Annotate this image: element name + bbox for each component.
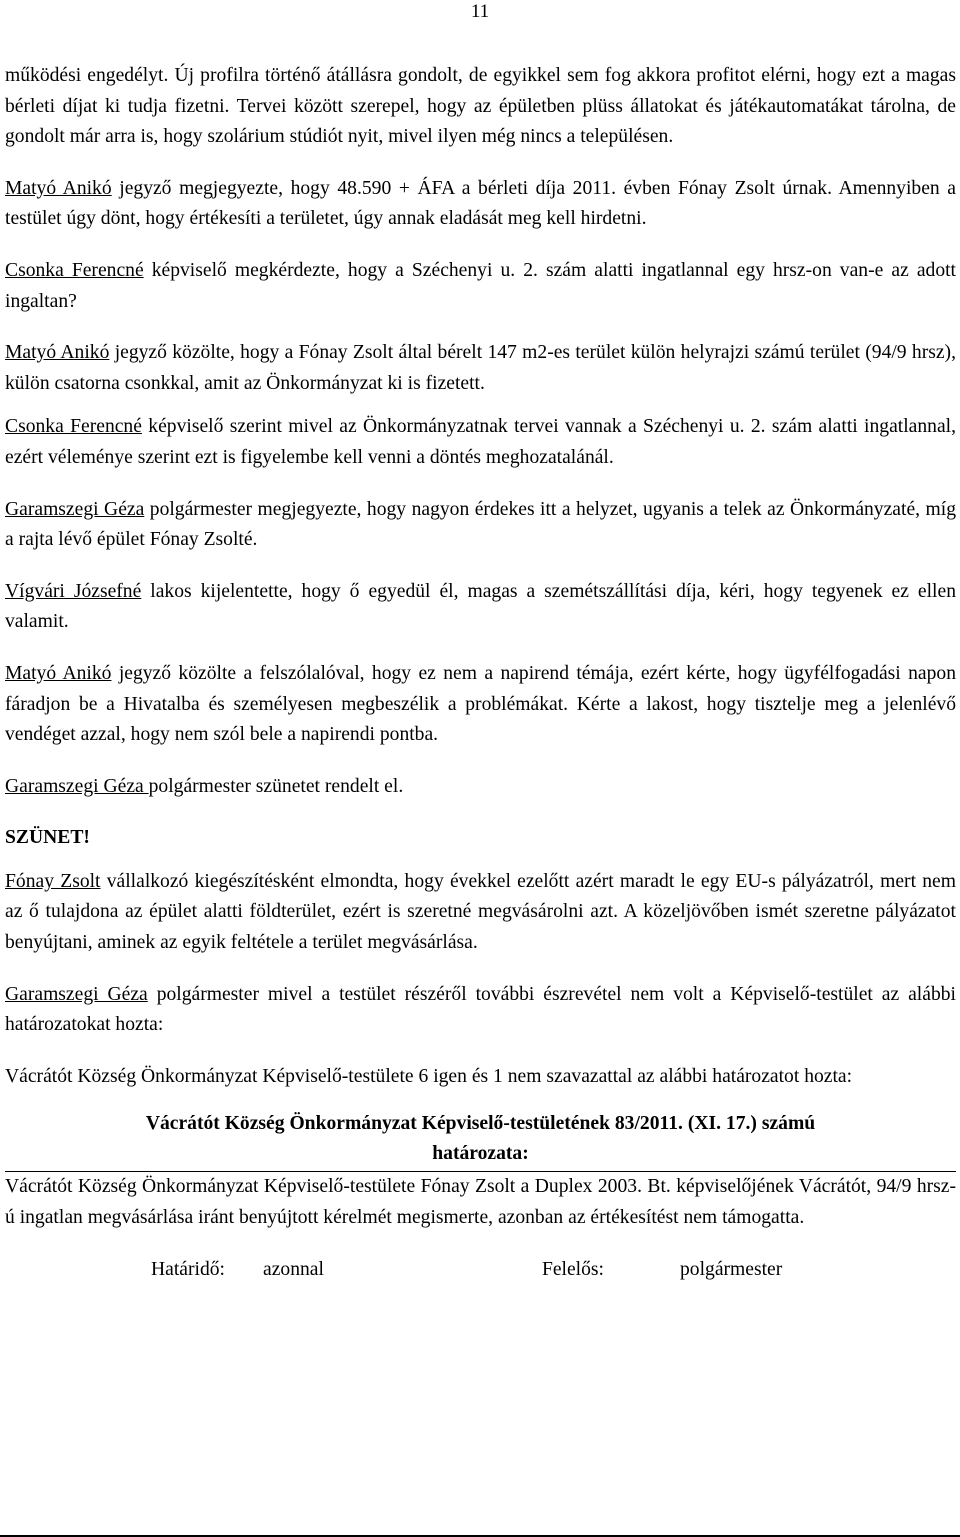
paragraph-mayor-decisions bbox=[5, 980, 956, 1041]
document-body bbox=[5, 61, 956, 1285]
paragraph-text: polgármester mivel a testület részéről további észrevétel nem volt a Képviselő-testület az alábbi határozatokat hozta: bbox=[5, 983, 956, 1036]
paragraph-text: képviselő szerint mivel az Önkormányzatnak tervei vannak a Széchenyi u. 2. szám alatti ingatlannal, ezért véleménye szerint ezt is figyelembe kell venni a döntés meghozatalánál. bbox=[5, 416, 956, 468]
decision-body: Vácrátót Község Önkormányzat Képviselő-testülete Fónay Zsolt a Duplex 2003. Bt. képviselőjének Vácrátót, 94/9 hrsz-ú ingatlan megvásárlása iránt benyújtott kérelmét megismerte, azonban az értékesítést nem támogatta. bbox=[5, 1176, 956, 1229]
speaker-name: Garamszegi Géza bbox=[5, 983, 148, 1005]
speaker-name: Garamszegi Géza bbox=[5, 775, 149, 797]
decision-title-line: Vácrátót Község Önkormányzat Képviselő-testületének 83/2011. (XI. 17.) számú bbox=[145, 1113, 816, 1135]
speaker-name: Fónay Zsolt bbox=[5, 870, 101, 892]
page-number: 11 bbox=[470, 1, 490, 22]
deadline-label: Határidő: bbox=[151, 1258, 225, 1280]
signature-row bbox=[5, 1255, 956, 1286]
speaker-name: Csonka Ferencné bbox=[5, 259, 144, 281]
paragraph-text: polgármester szünetet rendelt el. bbox=[148, 775, 404, 797]
paragraph-text: lakos kijelentette, hogy ő egyedül él, magas a szemétszállítási díja, kéri, hogy tegyenek ez ellen valamit. bbox=[5, 580, 956, 633]
paragraph-text: jegyző közölte a felszólalóval, hogy ez nem a napirend témája, ezért kérte, hogy ügyfélfogadási napon fáradjon be a Hivatalba és személyesen megbeszélik a problémákat. Kérte a lakost, hogy tisztelje meg a jelenlévő vendéget azzal, hogy nem szól bele a napirendi pontba. bbox=[5, 662, 956, 746]
decision-title bbox=[5, 1109, 956, 1172]
paragraph-text: működési engedélyt. Új profilra történő átállásra gondolt, de egyikkel sem fog akkora profitot elérni, hogy ezt a magas bérleti díjat ki tudja fizetni. Tervei között szerepel, hogy az épületben plüss állatokat és játékautomatákat tárolna, de gondolt már arra is, hogy szolárium stúdiót nyit, mivel ilyen még nincs a településen. bbox=[5, 65, 956, 148]
speaker-name: Matyó Anikó bbox=[5, 662, 112, 684]
paragraph-notary-response bbox=[5, 659, 956, 751]
paragraph-representative-question bbox=[5, 256, 956, 317]
paragraph-text: vállalkozó kiegészítésként elmondta, hogy évekkel ezelőtt azért maradt le egy EU-s pályázatról, mert nem az ő tulajdona az épület alatti földterület, ezért is szeretné megvásárolni azt. A közeljövőben ismét szeretne pályázatot benyújtani, aminek az egyik feltétele a terület megvásárlása. bbox=[5, 870, 956, 954]
speaker-name: Matyó Anikó bbox=[5, 177, 112, 199]
paragraph-mayor-remark bbox=[5, 495, 956, 556]
paragraph-intro bbox=[5, 61, 956, 153]
speaker-name: Csonka Ferencné bbox=[5, 416, 142, 438]
paragraph-text: jegyző megjegyezte, hogy 48.590 + ÁFA a bérleti díja 2011. évben Fónay Zsolt úrnak. Amennyiben a testület úgy dönt, hogy értékesíti a területet, úgy annak eladását meg kell hirdetni. bbox=[5, 177, 956, 230]
paragraph-text: képviselő megkérdezte, hogy a Széchenyi u. 2. szám alatti ingatlannal egy hrsz-on van-e az adott ingaltan? bbox=[5, 259, 957, 312]
paragraph-mayor-break bbox=[5, 772, 956, 803]
paragraph-resident-complaint bbox=[5, 577, 956, 638]
paragraph-text: Vácrátót Község Önkormányzat Képviselő-testülete 6 igen és 1 nem szavazattal az alábbi határozatot hozta: bbox=[5, 1065, 853, 1087]
paragraph-notary-rent bbox=[5, 174, 956, 235]
paragraph-notary-parcel bbox=[5, 338, 956, 399]
responsible-value: polgármester bbox=[679, 1258, 783, 1280]
responsible-label: Felelős: bbox=[541, 1258, 604, 1280]
deadline-value: azonnal bbox=[263, 1258, 324, 1280]
break-heading: SZÜNET! bbox=[5, 827, 90, 849]
paragraph-text: polgármester megjegyezte, hogy nagyon érdekes itt a helyzet, ugyanis a telek az Önkormányzaté, míg a rajta lévő épület Fónay Zsolté. bbox=[5, 498, 956, 551]
speaker-name: Garamszegi Géza bbox=[5, 498, 145, 520]
paragraph-vote-result bbox=[5, 1062, 956, 1093]
decision-title-line: határozata: bbox=[432, 1143, 529, 1165]
speaker-name: Vígvári Józsefné bbox=[5, 580, 142, 602]
paragraph-entrepreneur-statement bbox=[5, 867, 956, 959]
paragraph-text: jegyző közölte, hogy a Fónay Zsolt által bérelt 147 m2-es terület külön helyrajzi számú terület (94/9 hrsz), külön csatorna csonkkal, amit az Önkormányzat ki is fizetett. bbox=[5, 342, 956, 394]
paragraph-representative-opinion bbox=[5, 412, 956, 473]
speaker-name: Matyó Anikó bbox=[5, 342, 110, 364]
